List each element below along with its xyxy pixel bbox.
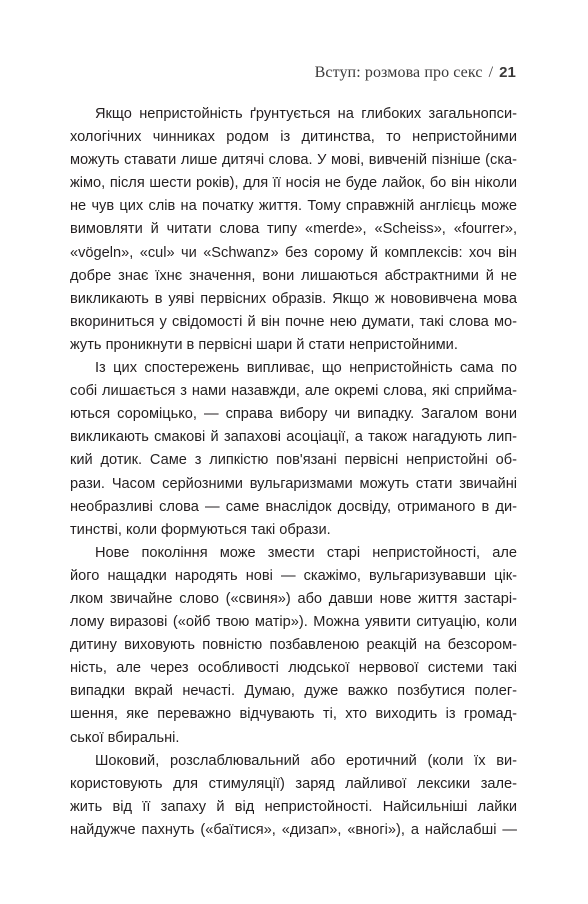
text-line: викликають в уяві первісних образів. Якщо ж нововивчена мова (70, 290, 517, 307)
text-line: викликають смакові й запахові асоціації, а також нагадують лип- (70, 429, 517, 446)
text-line: ність, але через особливості людської нервової системи такі (70, 660, 517, 677)
text-line: жімо, після шести років), для її носія не буде лайок, бо він ніколи (70, 175, 517, 192)
text-line: Із цих спостережень випливає, що непристойність сама по (95, 360, 517, 377)
body-text (70, 103, 517, 842)
text-line: «vögeln», «cul» чи «Schwanz» без сорому й комплексів: хоч він (70, 244, 517, 261)
running-header (315, 64, 516, 82)
text-line: Нове покоління може змести старі непристойності, але (95, 544, 517, 561)
text-line: жуть проникнути в первісні шари й стати непристойними. (70, 336, 458, 353)
text-line: його нащадки народять нові — скажімо, вульгаризувавши цік- (70, 567, 517, 584)
text-line: жить від її запаху й від непристойності. Найсильніші лайки (70, 798, 517, 815)
paragraph (70, 542, 517, 750)
text-line: вимовляти й читати слова типу «merde», «Scheiss», «fourrer», (70, 221, 517, 238)
text-line: хологічних чинниках родом із дитинства, то непристойними (70, 129, 517, 146)
header-separator: / (488, 64, 494, 81)
paragraph (70, 750, 517, 842)
text-line: випадки вкрай нечасті. Думаю, дуже важко позбутися полег- (70, 683, 517, 700)
text-line: не чув цих слів на початку життя. Тому справжній англієць може (70, 198, 517, 215)
text-line: ської вбиральні. (70, 729, 180, 746)
text-line: собі лишається з нами назавжди, але окремі слова, які сприйма- (70, 383, 517, 400)
text-line: вкориниться у свідомості й він почне нею думати, такі слова мо- (70, 313, 517, 330)
text-line: користовують для стимуляції) заряд лайливої лексики зале- (70, 775, 517, 792)
text-line: найдужче пахнуть («баїтися», «дизап», «вногі»), а найслабші — (70, 821, 517, 838)
text-line: кий дотик. Саме з липкістю пов'язані первісні непристойні об- (70, 452, 517, 469)
text-line: тинстві, коли формуються такі образи. (70, 521, 331, 538)
paragraph (70, 103, 517, 357)
text-line: необразливі слова — саме внаслідок досвіду, отриманого в ди- (70, 498, 517, 515)
paragraph (70, 357, 517, 542)
text-line: рази. Часом серйозними вульгаризмами можуть стати звичайні (70, 475, 517, 492)
section-title: Вступ: розмова про секс (314, 64, 483, 81)
text-line: добре знає їхнє значення, вони лишаються абстрактними й не (70, 267, 517, 284)
text-line: дитину виховують повністю позбавленою реакцій на безсором- (70, 637, 517, 654)
text-line: Якщо непристойність ґрунтується на глибоких загальнопси- (95, 106, 517, 122)
text-line: ються сороміцько, — справа вибору чи випадку. Загалом вони (70, 406, 517, 423)
text-line: лому виразові («ойб твою матір»). Можна уявити ситуацію, коли (70, 614, 517, 631)
text-line: лком звичайне слово («свиня») або давши нове життя застарі- (70, 590, 517, 607)
page-number: 21 (499, 64, 516, 81)
text-line: можуть ставати лише дитячі слова. У мові, вивченій пізніше (ска- (70, 152, 517, 169)
text-line: шення, яке переважно відчувають ті, хто виходить із громад- (70, 706, 517, 723)
text-line: Шоковий, розслаблювальний або еротичний (коли їх ви- (95, 752, 517, 769)
